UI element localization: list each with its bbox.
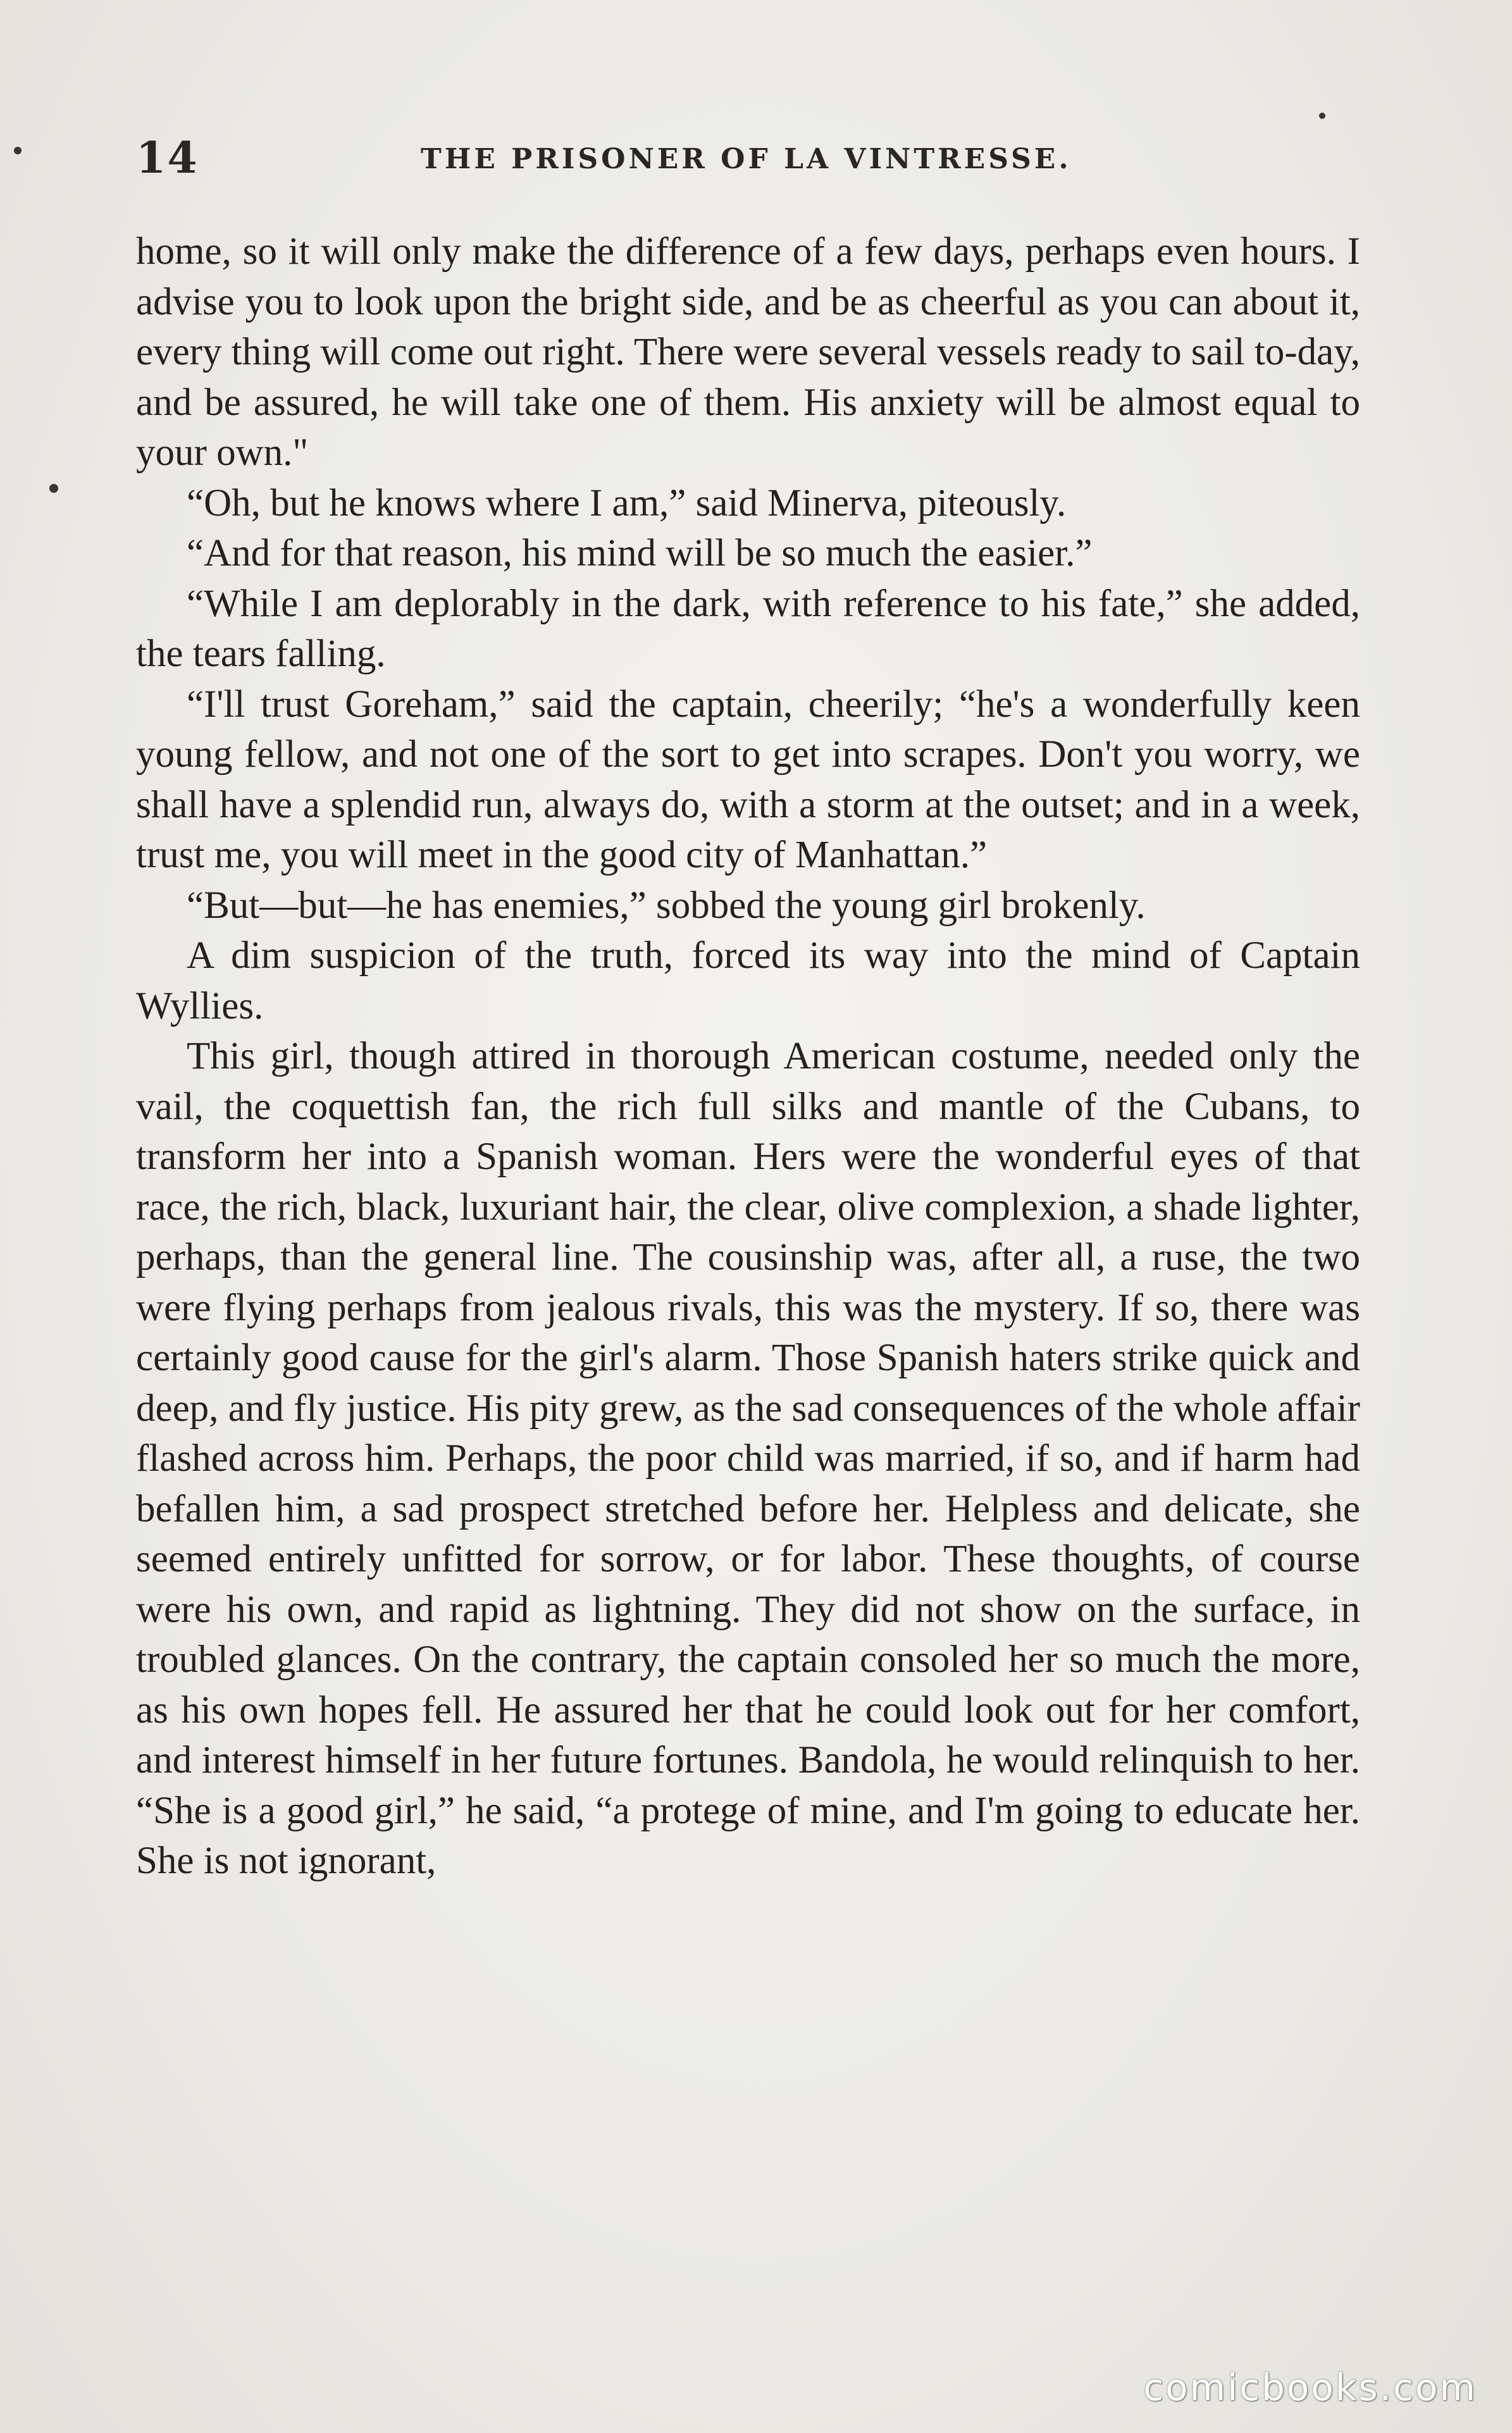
page-header	[136, 127, 1360, 190]
running-title: THE PRISONER OF LA VINTRESSE.	[421, 143, 1072, 175]
page-number: 14	[136, 133, 199, 183]
paragraph: A dim suspicion of the truth, forced its way into the mind of Captain Wyllies.	[136, 934, 1360, 1027]
paragraph: “But—but—he has enemies,” sobbed the young girl brokenly.	[187, 884, 1146, 927]
body-text	[136, 226, 1360, 1886]
paragraph: home, so it will only make the difference of a few days, perhaps even hours. I advise you to look upon the bright side, and be as cheerful as you can about it, every thing will come out right. There were several vessels ready to sail to-day, and be assured, he will take one of them. His anxiety will be almost equal to your own."	[136, 230, 1360, 474]
paragraph: This girl, though attired in thorough American costume, needed only the vail, the coquettish fan, the rich full silks and mantle of the Cubans, to transform her into a Spanish woman. Hers were the wonderful eyes of that race, the rich, black, luxuriant hair, the clear, olive complexion, a shade lighter, perhaps, than the general line. The cousinship was, after all, a ruse, the two were flying perhaps from jealous rivals, this was the mystery. If so, there was certainly good cause for the girl's alarm. Those Spanish haters strike quick and deep, and fly justice. His pity grew, as the sad consequences of the whole affair flashed across him. Perhaps, the poor child was married, if so, and if harm had befallen him, a sad prospect stretched before her. Helpless and delicate, she seemed entirely unfitted for sorrow, or for labor. These thoughts, of course were his own, and rapid as lightning. They did not show on the surface, in troubled glances. On the contrary, the captain consoled her so much the more, as his own hopes fell. He assured her that he could look out for her comfort, and interest himself in her future fortunes. Bandola, he would relinquish to her. “She is a good girl,” he said, “a protege of mine, and I'm going to educate her. She is not ignorant,	[136, 1035, 1360, 1882]
paragraph: “While I am deplorably in the dark, with reference to his fate,” she added, the tears falling.	[136, 582, 1360, 675]
paragraph: “And for that reason, his mind will be so much the easier.”	[187, 532, 1093, 574]
ink-speck	[14, 147, 22, 154]
ink-speck	[49, 484, 58, 493]
paragraph: “I'll trust Goreham,” said the captain, cheerily; “he's a wonderfully keen young fellow, and not one of the sort to get into scrapes. Don't you worry, we shall have a splendid run, always do, with a storm at the outset; and in a week, trust me, you will meet in the good city of Manhattan.”	[136, 683, 1360, 876]
watermark: comicbooks.com	[1143, 2366, 1477, 2409]
ink-speck	[1319, 113, 1325, 119]
paragraph: “Oh, but he knows where I am,” said Minerva, piteously.	[187, 481, 1067, 524]
